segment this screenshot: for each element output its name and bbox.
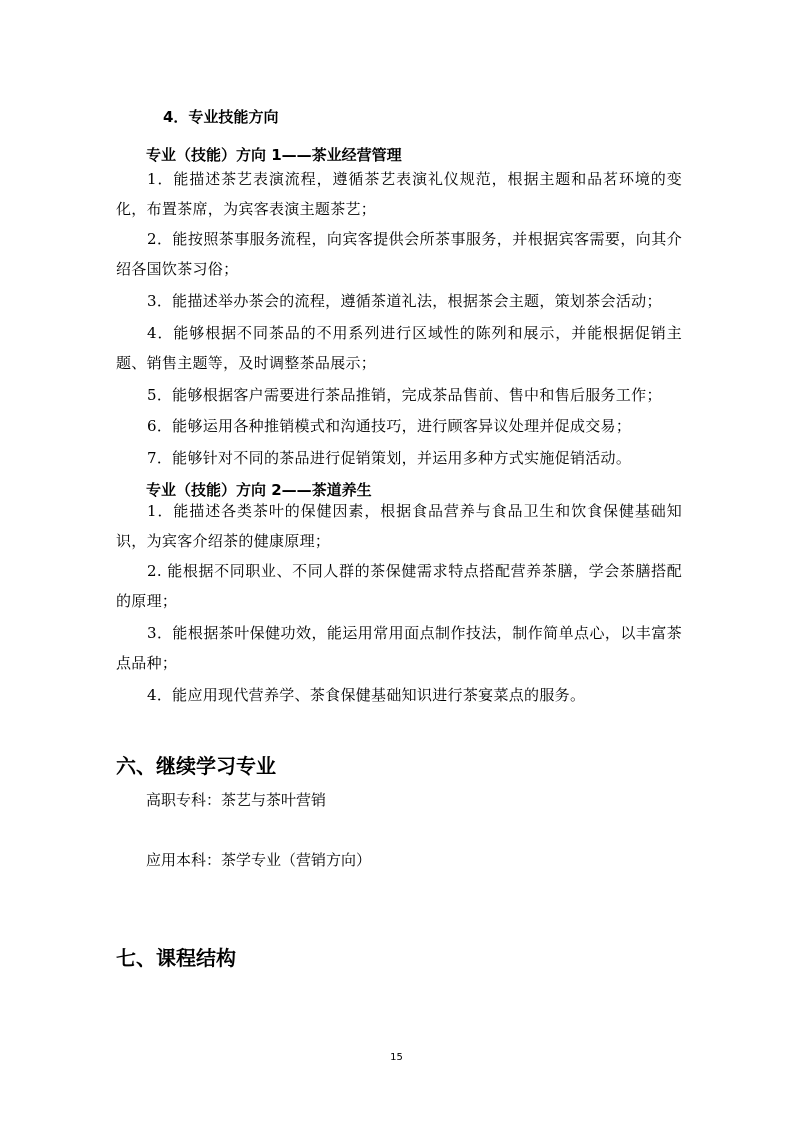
direction-1-item: 2．能按照茶事服务流程，向宾客提供会所茶事服务，并根据宾客需要，向其介绍各国饮茶习俗；	[116, 230, 682, 278]
page-number: 15	[390, 1052, 403, 1063]
direction-1-item: 5．能够根据客户需要进行茶品推销，完成茶品售前、售中和售后服务工作；	[147, 386, 662, 404]
direction-1-item: 6．能够运用各种推销模式和沟通技巧，进行顾客异议处理并促成交易；	[147, 417, 632, 435]
direction-1-item: 1．能描述茶艺表演流程，遵循茶艺表演礼仪规范，根据主题和品茗环境的变化，布置茶席，为宾客表演主题茶艺；	[116, 170, 682, 218]
direction-1-item: 4．能够根据不同茶品的不用系列进行区域性的陈列和展示，并能根据促销主题、销售主题等，及时调整茶品展示；	[116, 324, 682, 372]
direction-1-item: 7．能够针对不同的茶品进行促销策划，并运用多种方式实施促销活动。	[147, 449, 632, 467]
direction-1-heading: 专业（技能）方向 1——茶业经营管理	[146, 146, 402, 164]
section-6-title: 六、继续学习专业	[116, 754, 276, 778]
direction-2-item: 2. 能根据不同职业、不同人群的茶保健需求特点搭配营养茶膳，学会茶膳搭配的原理；	[116, 562, 682, 610]
direction-2-item: 4．能应用现代营养学、茶食保健基础知识进行茶宴菜点的服务。	[147, 686, 586, 704]
direction-2-item: 1．能描述各类茶叶的保健因素，根据食品营养与食品卫生和饮食保健基础知识，为宾客介绍茶的健康原理；	[116, 502, 682, 550]
subsection-title: 4．专业技能方向	[163, 108, 279, 126]
direction-2-item: 3．能根据茶叶保健功效，能运用常用面点制作技法，制作简单点心，以丰富茶点品种；	[116, 624, 682, 672]
direction-1-item: 3．能描述举办茶会的流程，遵循茶道礼法，根据茶会主题，策划茶会活动；	[147, 292, 662, 310]
higher-vocational-major: 高职专科：茶艺与茶叶营销	[146, 791, 327, 809]
bachelor-major: 应用本科：茶学专业（营销方向）	[146, 851, 372, 869]
direction-2-heading: 专业（技能）方向 2——茶道养生	[146, 481, 372, 499]
section-7-title: 七、课程结构	[116, 946, 236, 970]
